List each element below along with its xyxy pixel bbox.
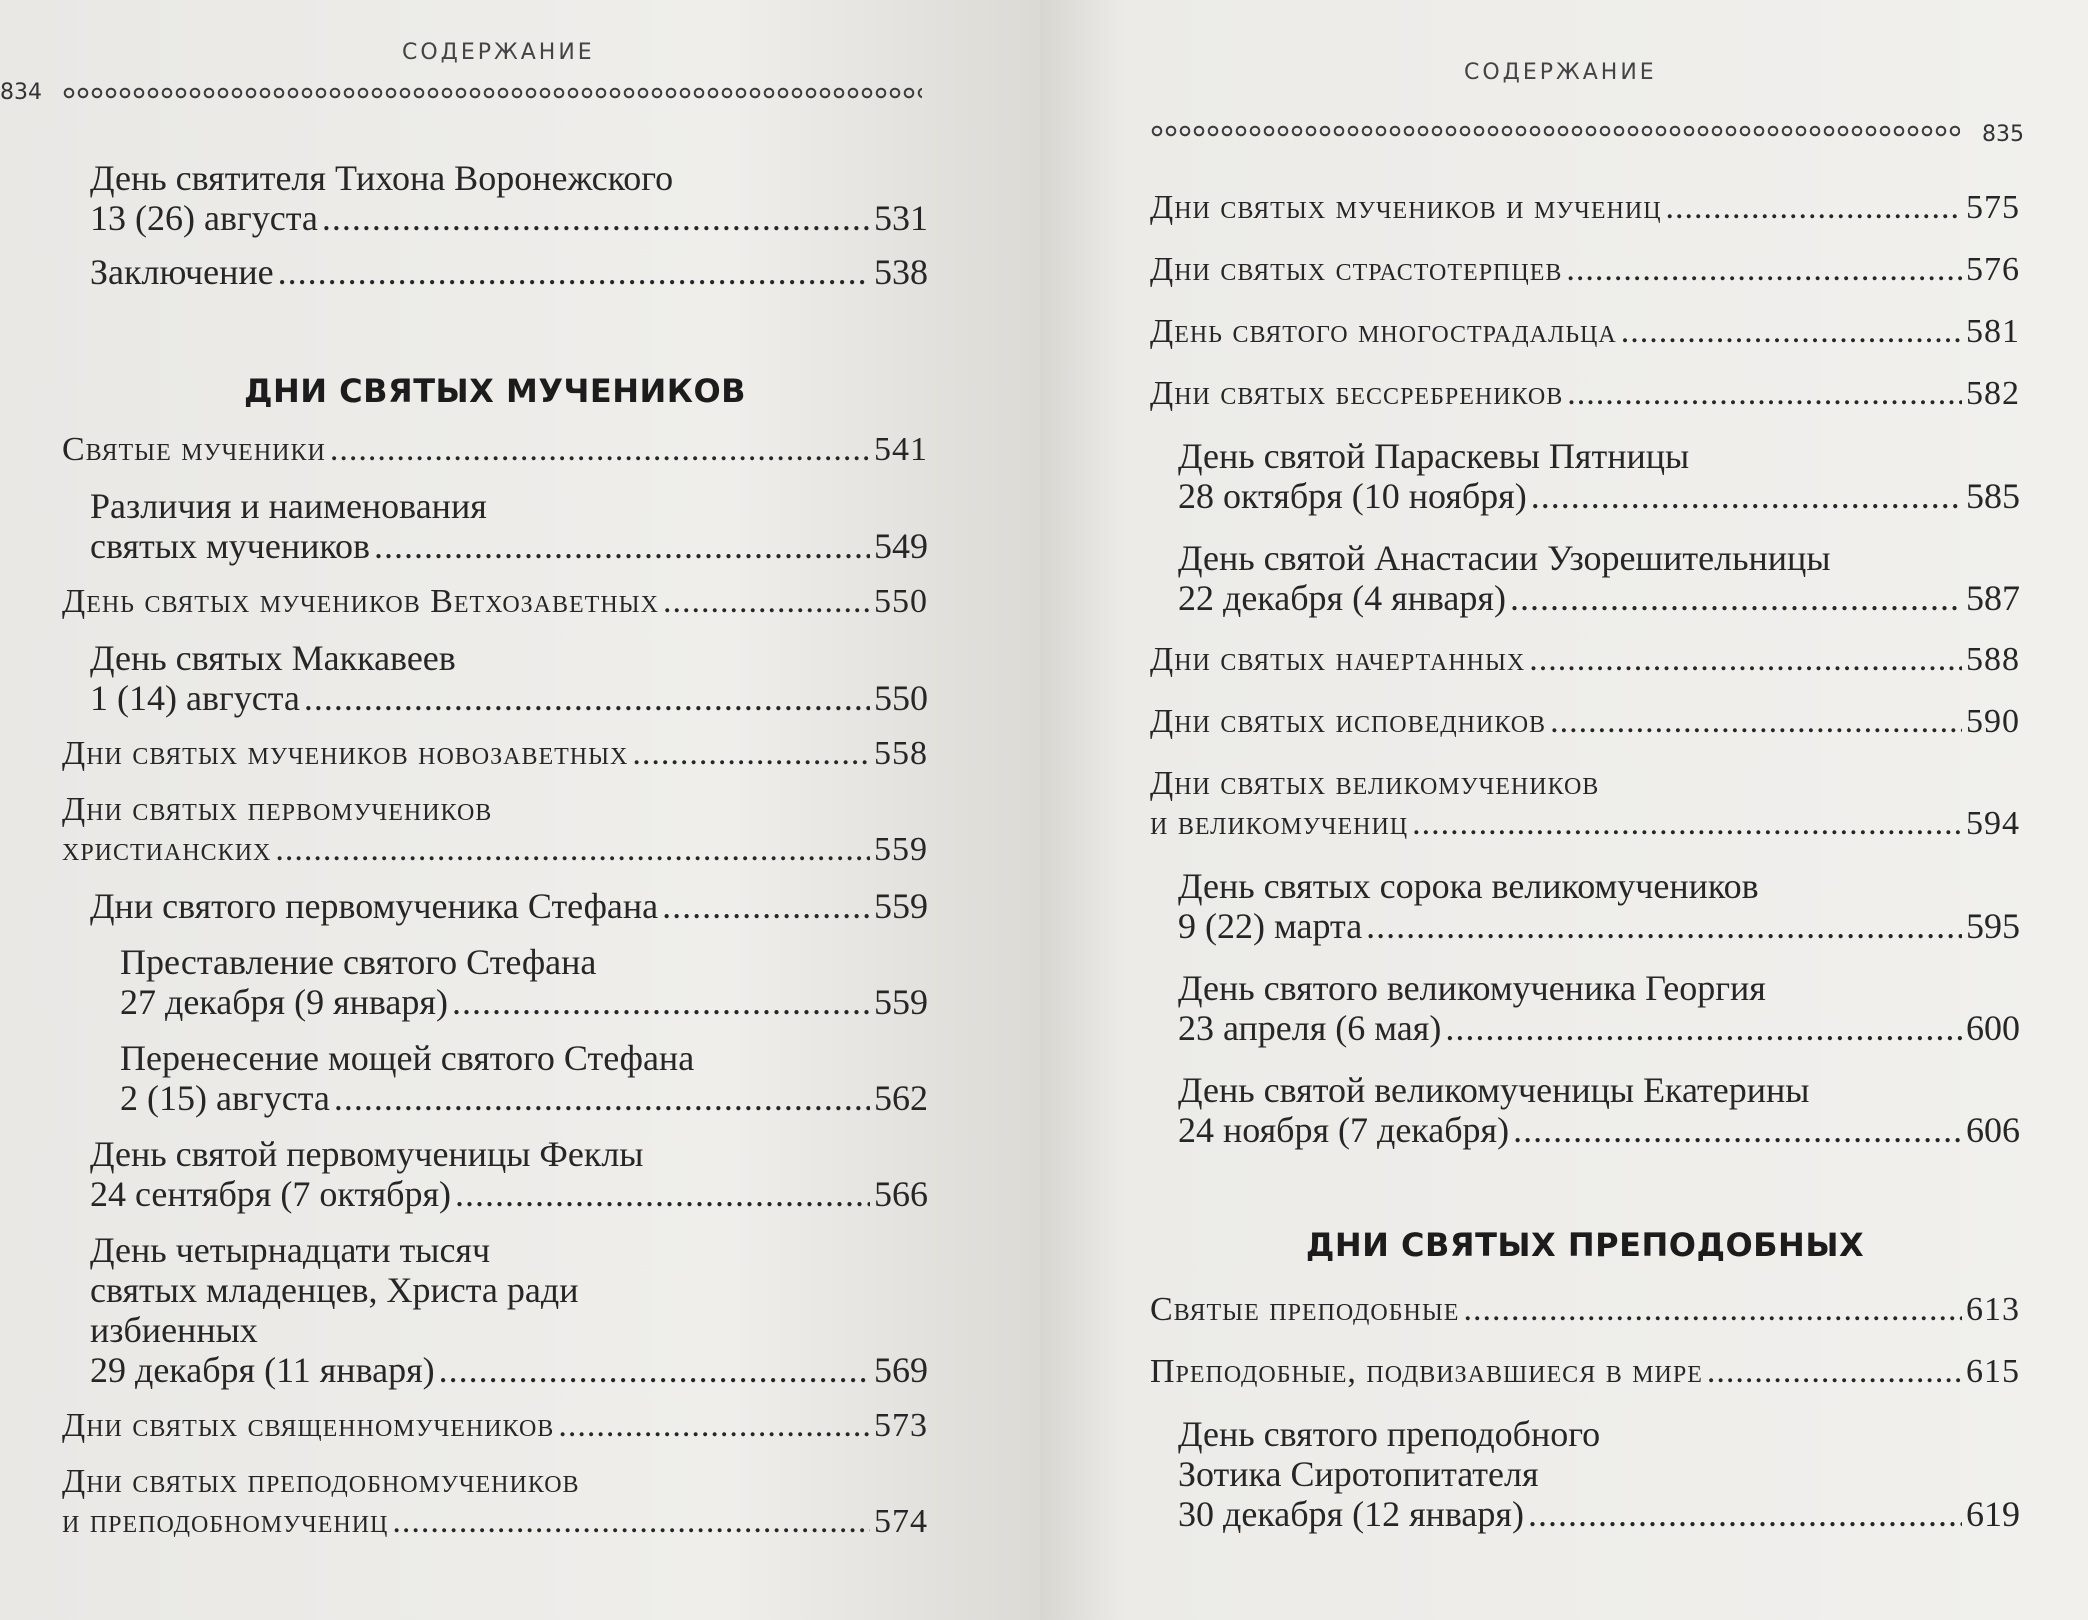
toc-entry bbox=[62, 790, 928, 870]
toc-entry bbox=[1150, 866, 2020, 946]
page-number: 834 bbox=[0, 80, 42, 105]
entry-title: Заключение bbox=[90, 252, 274, 292]
entry-page-number: 613 bbox=[1966, 1291, 2020, 1328]
entry-title: Дни святых священномучеников bbox=[62, 1407, 555, 1444]
dot-leader bbox=[439, 1350, 870, 1390]
toc-entry bbox=[62, 430, 928, 470]
entry-title: 23 апреля (6 мая) bbox=[1178, 1008, 1442, 1048]
entry-page-number: 582 bbox=[1966, 375, 2020, 412]
toc-entry bbox=[62, 486, 928, 566]
dot-leader bbox=[1412, 804, 1962, 844]
dot-leader bbox=[334, 1078, 870, 1118]
entry-title: христианских bbox=[62, 831, 272, 868]
entry-page-number: 594 bbox=[1966, 805, 2020, 842]
entry-title: 24 ноября (7 декабря) bbox=[1178, 1110, 1510, 1150]
dot-leader bbox=[1510, 578, 1962, 618]
entry-title: 28 октября (10 ноября) bbox=[1178, 476, 1527, 516]
entry-page-number: 590 bbox=[1966, 703, 2020, 740]
toc-entry bbox=[1150, 250, 2020, 290]
entry-page-number: 559 bbox=[874, 831, 928, 868]
toc-entry bbox=[62, 158, 928, 238]
dot-leader bbox=[374, 526, 870, 566]
dot-leader bbox=[1463, 1290, 1962, 1330]
section-heading: ДНИ СВЯТЫХ МУЧЕНИКОВ bbox=[243, 372, 747, 410]
entry-title: Дни святых мучеников новозаветных bbox=[62, 735, 629, 772]
dot-leader bbox=[322, 198, 870, 238]
entry-title-line: День святой Анастасии Узорешительницы bbox=[1178, 538, 1831, 578]
entry-page-number: 531 bbox=[874, 198, 928, 238]
entry-title: 9 (22) марта bbox=[1178, 906, 1363, 946]
dot-leader bbox=[663, 582, 870, 622]
toc-entry bbox=[62, 886, 928, 926]
toc-entry bbox=[62, 1406, 928, 1446]
running-head: СОДЕРЖАНИЕ bbox=[1464, 60, 1657, 85]
section-heading: ДНИ СВЯТЫХ ПРЕПОДОБНЫХ bbox=[1305, 1226, 1865, 1264]
dot-leader bbox=[1666, 188, 1962, 228]
dot-leader bbox=[1621, 312, 1962, 352]
dot-leader bbox=[1529, 640, 1962, 680]
toc-entry bbox=[1150, 1290, 2020, 1330]
entry-page-number: 558 bbox=[874, 735, 928, 772]
entry-title-line: Перенесение мощей святого Стефана bbox=[120, 1038, 695, 1078]
dot-leader bbox=[304, 678, 870, 718]
dot-leader bbox=[1366, 906, 1962, 946]
entry-page-number: 538 bbox=[874, 252, 928, 292]
toc-list-bottom bbox=[1150, 1290, 2020, 1556]
entry-title-line: Зотика Сиротопитателя bbox=[1178, 1454, 1539, 1494]
entry-title-line: День святого великомученика Георгия bbox=[1178, 968, 1766, 1008]
dot-leader bbox=[452, 982, 870, 1022]
toc-entry bbox=[1150, 188, 2020, 228]
entry-title: Дни святых страстотерпцев bbox=[1150, 251, 1563, 288]
dot-leader bbox=[632, 734, 870, 774]
entry-page-number: 619 bbox=[1966, 1494, 2020, 1534]
right-page bbox=[1040, 0, 2088, 1620]
entry-title: 24 сентября (7 октября) bbox=[90, 1174, 452, 1214]
entry-page-number: 559 bbox=[874, 886, 928, 926]
toc-entry bbox=[1150, 538, 2020, 618]
entry-title: Святые преподобные bbox=[1150, 1291, 1460, 1328]
entry-title: Дни святых мучеников и мучениц bbox=[1150, 189, 1662, 226]
left-page bbox=[0, 0, 1040, 1620]
entry-title: святых мучеников bbox=[90, 526, 371, 566]
entry-page-number: 550 bbox=[874, 583, 928, 620]
dot-leader bbox=[1707, 1352, 1962, 1392]
entry-title: Преподобные, подвизавшиеся в мире bbox=[1150, 1353, 1703, 1390]
entry-page-number: 562 bbox=[874, 1078, 928, 1118]
toc-entry bbox=[1150, 640, 2020, 680]
entry-page-number: 576 bbox=[1966, 251, 2020, 288]
entry-title-line: Преставление святого Стефана bbox=[120, 942, 597, 982]
toc-entry bbox=[1150, 968, 2020, 1048]
toc-entry bbox=[62, 1134, 928, 1214]
entry-title-line: День святой великомученицы Екатерины bbox=[1178, 1070, 1810, 1110]
entry-page-number: 575 bbox=[1966, 189, 2020, 226]
entry-title: Дни святых начертанных bbox=[1150, 641, 1526, 678]
entry-title: Дни святого первомученика Стефана bbox=[90, 886, 659, 926]
page-number: 835 bbox=[1982, 122, 2024, 147]
toc-list-top bbox=[62, 158, 928, 306]
entry-title: Дни святых бессребреников bbox=[1150, 375, 1564, 412]
toc-entry bbox=[62, 1462, 928, 1542]
toc-entry bbox=[1150, 1070, 2020, 1150]
entry-page-number: 615 bbox=[1966, 1353, 2020, 1390]
entry-page-number: 541 bbox=[874, 431, 928, 468]
dot-leader bbox=[392, 1502, 870, 1542]
entry-title: День святого многострадальца bbox=[1150, 313, 1617, 350]
toc-entry bbox=[62, 734, 928, 774]
toc-entry bbox=[62, 942, 928, 1022]
entry-title: День святых мучеников Ветхозаветных bbox=[62, 583, 659, 620]
dot-leader bbox=[1445, 1008, 1962, 1048]
dot-leader bbox=[1513, 1110, 1962, 1150]
entry-page-number: 606 bbox=[1966, 1110, 2020, 1150]
entry-page-number: 585 bbox=[1966, 476, 2020, 516]
entry-page-number: 595 bbox=[1966, 906, 2020, 946]
toc-entry bbox=[1150, 764, 2020, 844]
entry-title: и великомучениц bbox=[1150, 805, 1409, 842]
entry-title-line: избиенных bbox=[90, 1310, 258, 1350]
entry-title-line: День святых Маккавеев bbox=[90, 638, 456, 678]
toc-entry bbox=[1150, 1414, 2020, 1534]
dot-leader bbox=[558, 1406, 870, 1446]
dot-leader bbox=[278, 252, 870, 292]
entry-page-number: 600 bbox=[1966, 1008, 2020, 1048]
toc-entry bbox=[62, 638, 928, 718]
entry-page-number: 574 bbox=[874, 1503, 928, 1540]
toc-entry bbox=[62, 1038, 928, 1118]
entry-title: 1 (14) августа bbox=[90, 678, 300, 718]
entry-title-line: День святых сорока великомучеников bbox=[1178, 866, 1759, 906]
entry-page-number: 569 bbox=[874, 1350, 928, 1390]
dot-leader bbox=[1531, 476, 1962, 516]
entry-page-number: 550 bbox=[874, 678, 928, 718]
entry-title: 27 декабря (9 января) bbox=[120, 982, 448, 1022]
toc-entry bbox=[62, 252, 928, 292]
running-head: СОДЕРЖАНИЕ bbox=[402, 40, 595, 65]
entry-page-number: 588 bbox=[1966, 641, 2020, 678]
toc-entry bbox=[1150, 374, 2020, 414]
ornament-rule bbox=[62, 86, 922, 100]
toc-entry bbox=[62, 1230, 928, 1390]
entry-title: Дни святых исповедников bbox=[1150, 703, 1547, 740]
dot-leader bbox=[330, 430, 870, 470]
entry-title-line: Дни святых великомучеников bbox=[1150, 765, 1600, 802]
toc-list bbox=[62, 430, 928, 1558]
entry-title-line: День четырнадцати тысяч bbox=[90, 1230, 491, 1270]
entry-title: Святые мученики bbox=[62, 431, 326, 468]
dot-leader bbox=[275, 830, 870, 870]
toc-list bbox=[1150, 188, 2020, 1172]
entry-title-line: святых младенцев, Христа ради bbox=[90, 1270, 579, 1310]
entry-title-line: Дни святых преподобномучеников bbox=[62, 1463, 580, 1500]
entry-title-line: День святителя Тихона Воронежского bbox=[90, 158, 674, 198]
entry-page-number: 573 bbox=[874, 1407, 928, 1444]
entry-page-number: 587 bbox=[1966, 578, 2020, 618]
entry-title-line: Дни святых первомучеников bbox=[62, 791, 493, 828]
entry-page-number: 566 bbox=[874, 1174, 928, 1214]
dot-leader bbox=[1566, 250, 1962, 290]
entry-title: и преподобномучениц bbox=[62, 1503, 389, 1540]
toc-entry bbox=[1150, 436, 2020, 516]
toc-entry bbox=[62, 582, 928, 622]
dot-leader bbox=[455, 1174, 870, 1214]
entry-page-number: 559 bbox=[874, 982, 928, 1022]
entry-title: 22 декабря (4 января) bbox=[1178, 578, 1506, 618]
entry-page-number: 549 bbox=[874, 526, 928, 566]
entry-page-number: 581 bbox=[1966, 313, 2020, 350]
toc-entry bbox=[1150, 702, 2020, 742]
entry-title: 30 декабря (12 января) bbox=[1178, 1494, 1524, 1534]
dot-leader bbox=[1528, 1494, 1962, 1534]
entry-title: 2 (15) августа bbox=[120, 1078, 330, 1118]
dot-leader bbox=[662, 886, 870, 926]
dot-leader bbox=[1567, 374, 1962, 414]
toc-entry bbox=[1150, 1352, 2020, 1392]
entry-title: 29 декабря (11 января) bbox=[90, 1350, 435, 1390]
entry-title: 13 (26) августа bbox=[90, 198, 318, 238]
entry-title-line: День святого преподобного bbox=[1178, 1414, 1601, 1454]
entry-title-line: День святой Параскевы Пятницы bbox=[1178, 436, 1690, 476]
entry-title-line: Различия и наименования bbox=[90, 486, 487, 526]
dot-leader bbox=[1550, 702, 1962, 742]
entry-title-line: День святой первомученицы Феклы bbox=[90, 1134, 644, 1174]
toc-entry bbox=[1150, 312, 2020, 352]
ornament-rule bbox=[1150, 124, 1960, 138]
